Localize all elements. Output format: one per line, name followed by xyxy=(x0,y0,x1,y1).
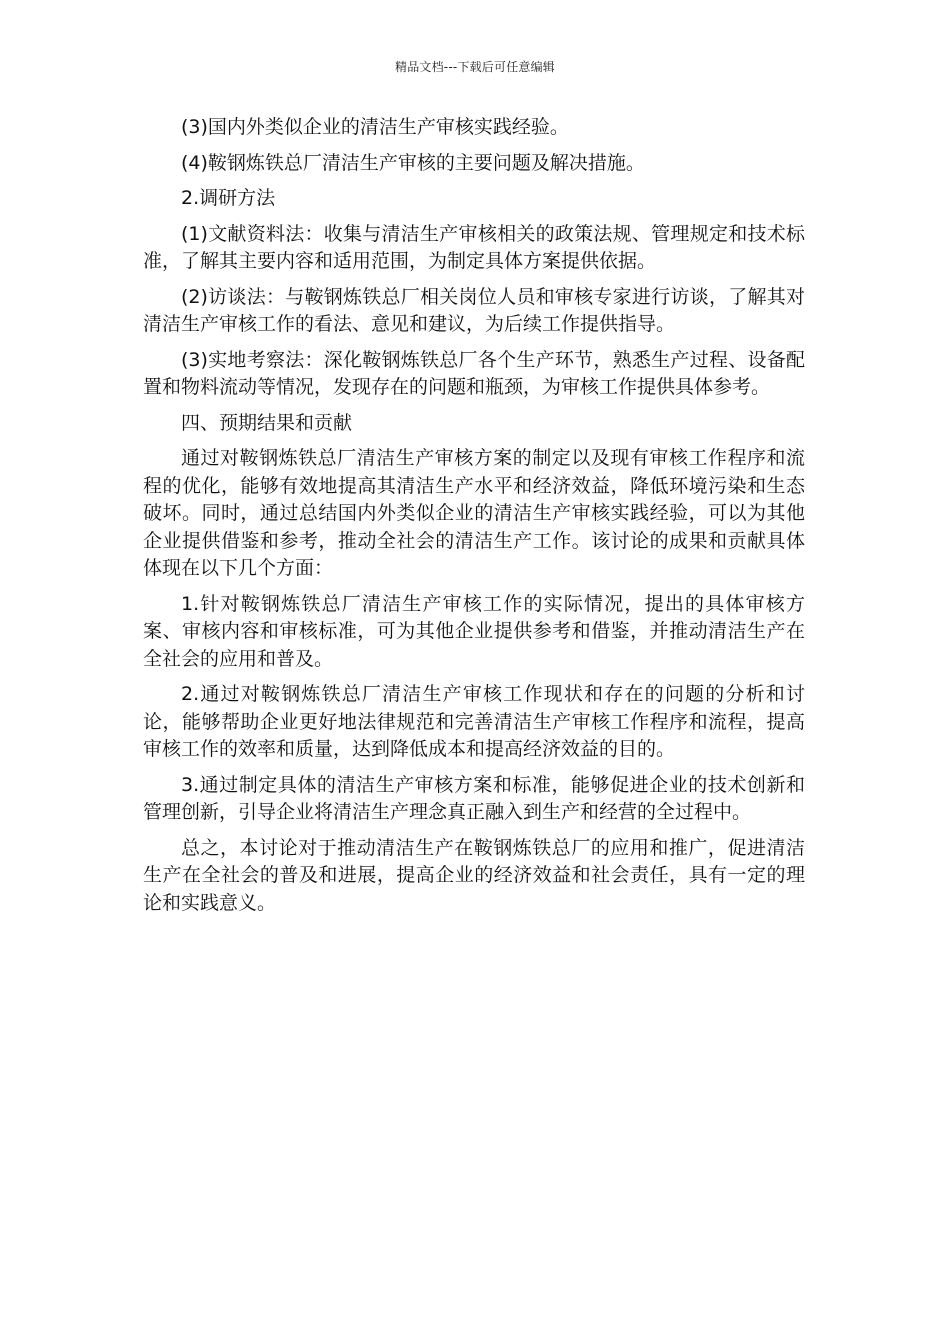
paragraph-item-3-experience: (3)国内外类似企业的清洁生产审核实践经验。 xyxy=(181,116,569,138)
paragraph-result-1: 1.针对鞍钢炼铁总厂清洁生产审核工作的实际情况，提出的具体审核方案、审核内容和审核标准，可为其他企业提供参考和借鉴，并推动清洁生产在全社会的应用和普及。 xyxy=(143,592,805,670)
document-body xyxy=(143,114,805,925)
section-heading-expected-results: 四、预期结果和贡献 xyxy=(181,411,353,434)
paragraph-conclusion: 总之，本讨论对于推动清洁生产在鞍钢炼铁总厂的应用和推广，促进清洁生产在全社会的普及和进展，提高企业的经济效益和社会责任，具有一定的理论和实践意义。 xyxy=(143,836,805,914)
paragraph-item-4-problems: (4)鞍钢炼铁总厂清洁生产审核的主要问题及解决措施。 xyxy=(181,151,645,174)
paragraph-results-intro: 通过对鞍钢炼铁总厂清洁生产审核方案的制定以及现有审核工作程序和流程的优化，能够有效地提高其清洁生产水平和经济效益，降低环境污染和生态破坏。同时，通过总结国内外类似企业的清洁生产审核实践经验，可以为其他企业提供借鉴和参考，推动全社会的清洁生产工作。该讨论的成果和贡献具体体现在以下几个方面： xyxy=(143,447,805,579)
paragraph-literature-method: (1)文献资料法：收集与清洁生产审核相关的政策法规、管理规定和技术标准，了解其主要内容和适用范围，为制定具体方案提供依据。 xyxy=(143,222,805,272)
paragraph-result-3: 3.通过制定具体的清洁生产审核方案和标准，能够促进企业的技术创新和管理创新，引导企业将清洁生产理念真正融入到生产和经营的全过程中。 xyxy=(143,773,805,823)
paragraph-result-2: 2.通过对鞍钢炼铁总厂清洁生产审核工作现状和存在的问题的分析和讨论，能够帮助企业更好地法律规范和完善清洁生产审核工作程序和流程，提高审核工作的效率和质量，达到降低成本和提高经济效益的目的。 xyxy=(143,683,805,760)
paragraph-field-method: (3)实地考察法：深化鞍钢炼铁总厂各个生产环节，熟悉生产过程、设备配置和物料流动等情况，发现存在的问题和瓶颈，为审核工作提供具体参考。 xyxy=(143,348,805,398)
section-heading-research-methods: 2.调研方法 xyxy=(181,187,276,209)
page-header: 精品文档---下载后可任意编辑 xyxy=(395,60,555,74)
paragraph-interview-method: (2)访谈法：与鞍钢炼铁总厂相关岗位人员和审核专家进行访谈，了解其对清洁生产审核工作的看法、意见和建议，为后续工作提供指导。 xyxy=(143,285,805,335)
